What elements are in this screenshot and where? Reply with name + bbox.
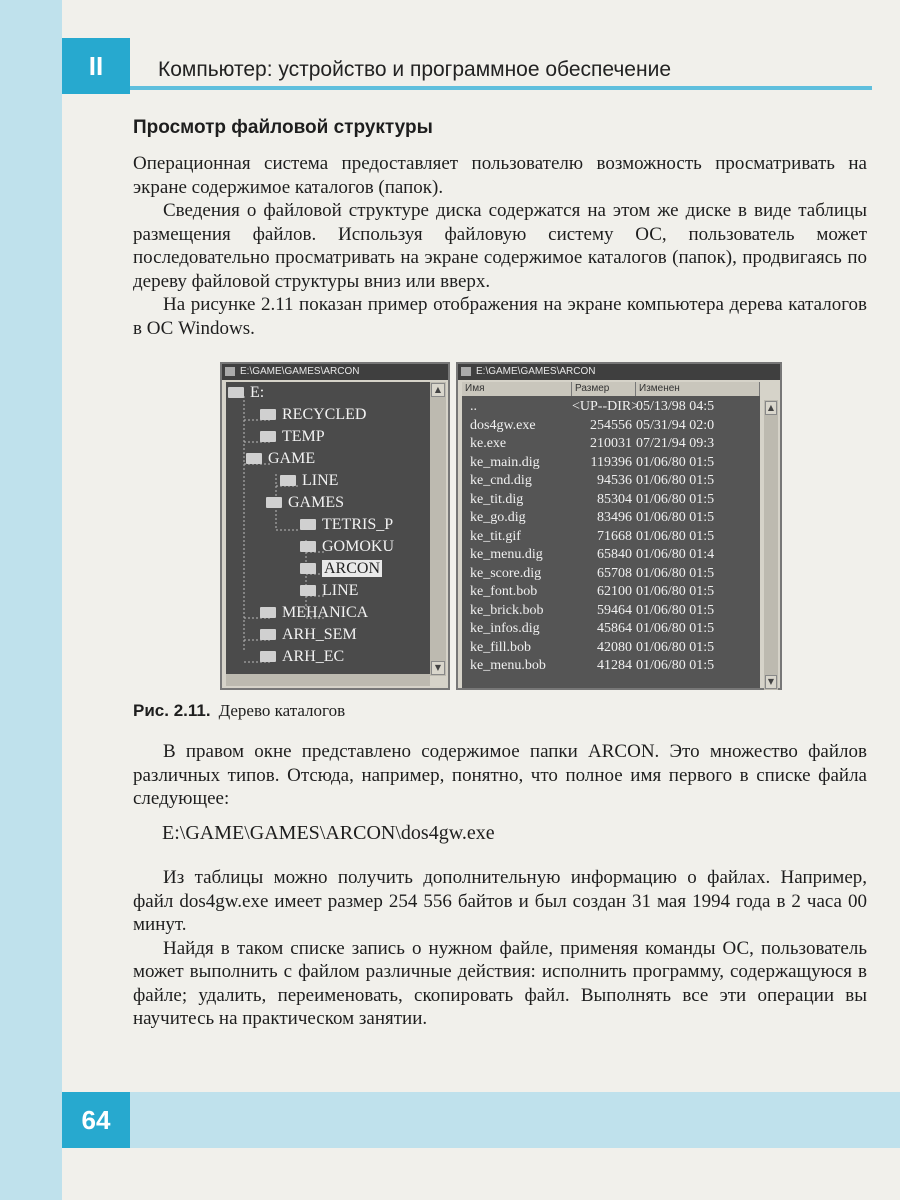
- file-date-cell: 01/06/80 01:5: [636, 528, 715, 544]
- column-header-name[interactable]: Имя: [462, 382, 572, 396]
- file-date-cell: 01/06/80 01:5: [636, 565, 715, 581]
- file-row[interactable]: [462, 509, 760, 527]
- file-size-cell: 45864: [597, 621, 632, 636]
- tree-folder-item[interactable]: [260, 626, 357, 644]
- file-row[interactable]: [462, 546, 760, 564]
- file-size-cell: <UP--DIR>: [572, 399, 640, 414]
- file-date-cell: 01/06/80 01:5: [636, 491, 715, 507]
- file-date-cell: 01/06/80 01:5: [636, 584, 715, 599]
- file-name-cell: ..: [470, 399, 477, 414]
- tree-folder-label: GAMES: [288, 494, 345, 511]
- tree-folder-label: ARCON: [324, 560, 381, 577]
- file-row[interactable]: [462, 657, 760, 675]
- drive-icon: [228, 387, 244, 398]
- side-color-strip: [0, 0, 62, 1200]
- file-date-cell: 01/06/80 01:4: [636, 547, 715, 562]
- file-name-cell: ke_fill.bob: [470, 639, 532, 655]
- scroll-up-icon[interactable]: ▲: [431, 383, 445, 397]
- file-size-cell: 62100: [597, 584, 632, 599]
- tree-folder-label: MEHANICA: [282, 604, 369, 621]
- folder-icon: [300, 541, 316, 552]
- folder-icon: [260, 651, 276, 662]
- tree-folder-label: TEMP: [282, 428, 325, 445]
- text-block-middle: [133, 740, 867, 811]
- scroll-down-icon[interactable]: ▼: [431, 661, 445, 675]
- file-date-cell: 07/21/94 09:3: [636, 436, 715, 451]
- tree-folder-label: LINE: [302, 472, 339, 489]
- file-row[interactable]: [462, 417, 760, 435]
- file-name-cell: ke_infos.dig: [470, 621, 540, 636]
- paragraph-4: В правом окне представлено содержимое папки ARCON. Это множество файлов различных типов. Отсюда, например, понятно, что полное имя первого в списке файла следующее:: [133, 741, 867, 809]
- tree-folder-item[interactable]: [246, 450, 315, 468]
- file-list-scrollbar[interactable]: [764, 400, 778, 690]
- figure-caption: [133, 701, 345, 721]
- header-rule: [130, 86, 872, 90]
- tree-folder-item[interactable]: [228, 384, 264, 402]
- folder-icon: [260, 409, 276, 420]
- tree-folder-label: RECYCLED: [282, 406, 367, 423]
- folder-icon: [300, 585, 316, 596]
- paragraph-1: Операционная система предоставляет пользователю возможность просматривать на экране содержимое каталогов (папок).: [133, 153, 867, 198]
- tree-folder-item[interactable]: [300, 582, 358, 600]
- file-date-cell: 01/06/80 01:5: [636, 658, 715, 673]
- window-icon: [461, 367, 471, 376]
- chapter-label: II: [88, 50, 104, 81]
- tree-folder-label: LINE: [322, 582, 359, 599]
- file-path-example: E:\GAME\GAMES\ARCON\dos4gw.exe: [162, 822, 495, 844]
- file-list: [462, 382, 760, 688]
- file-size-cell: 210031: [590, 436, 632, 451]
- tree-window: [220, 362, 450, 690]
- file-row[interactable]: [462, 435, 760, 453]
- column-header-modified[interactable]: Изменен: [636, 382, 760, 396]
- file-name-cell: ke_tit.gif: [470, 528, 521, 544]
- file-size-cell: 119396: [590, 454, 632, 470]
- file-size-cell: 71668: [597, 528, 632, 544]
- tree-horizontal-scrollbar[interactable]: [226, 674, 430, 686]
- figure-directory-tree: [220, 362, 782, 692]
- scroll-up-icon[interactable]: ▲: [765, 401, 777, 415]
- tree-window-title: E:\GAME\GAMES\ARCON: [240, 366, 360, 377]
- file-name-cell: ke_font.bob: [470, 584, 538, 599]
- file-row[interactable]: [462, 454, 760, 472]
- tree-folder-label: ARH_SEM: [282, 626, 357, 643]
- folder-icon: [300, 519, 316, 530]
- caption-text: Дерево каталогов: [218, 701, 346, 720]
- file-row[interactable]: [462, 602, 760, 620]
- file-date-cell: 05/13/98 04:5: [636, 399, 715, 414]
- folder-icon: [260, 431, 276, 442]
- file-size-cell: 83496: [597, 510, 632, 525]
- file-row[interactable]: [462, 639, 760, 657]
- file-name-cell: ke_menu.dig: [470, 547, 543, 562]
- tree-folder-item[interactable]: [260, 604, 368, 622]
- file-row[interactable]: [462, 528, 760, 546]
- tree-folder-item[interactable]: [260, 648, 344, 666]
- window-icon: [225, 367, 235, 376]
- tree-folder-label: ARH_EC: [282, 648, 345, 665]
- file-row[interactable]: [462, 472, 760, 490]
- file-date-cell: 01/06/80 01:5: [636, 510, 715, 525]
- file-list-window: [456, 362, 782, 690]
- file-size-cell: 65840: [597, 547, 632, 562]
- file-name-cell: ke_tit.dig: [470, 491, 524, 507]
- file-size-cell: 59464: [597, 602, 632, 618]
- paragraph-3: На рисунке 2.11 показан пример отображения на экране компьютера дерева каталогов в ОС Windows.: [133, 294, 867, 339]
- folder-icon: [260, 629, 276, 640]
- folder-icon: [266, 497, 282, 508]
- folder-tree: [226, 382, 430, 674]
- tree-vertical-scrollbar[interactable]: [430, 382, 446, 676]
- file-size-cell: 94536: [597, 473, 632, 488]
- file-row[interactable]: [462, 491, 760, 509]
- folder-icon: [246, 453, 262, 464]
- folder-icon: [260, 607, 276, 618]
- running-header: Компьютер: устройство и программное обеспечение: [158, 58, 671, 81]
- tree-folder-label: E:: [250, 384, 265, 401]
- file-name-cell: ke_menu.bob: [470, 658, 546, 673]
- file-size-cell: 85304: [597, 491, 632, 507]
- paragraph-6: Найдя в таком списке запись о нужном файле, применяя команды ОС, пользователь может выполнить с файлом различные действия: исполнить программу, содержащуюся в файле; удалить, переименовать, скопировать файл. Выполнять все эти операции вы научитесь на практическом занятии.: [133, 937, 867, 1029]
- text-block-bottom: [133, 866, 867, 1031]
- caption-label: Рис. 2.11.: [133, 701, 211, 720]
- page-number-tab: [62, 1092, 130, 1148]
- tree-folder-item[interactable]: [300, 516, 393, 534]
- file-window-title: E:\GAME\GAMES\ARCON: [476, 366, 596, 377]
- tree-folder-label: GAME: [268, 450, 316, 467]
- tree-folder-item[interactable]: [280, 472, 338, 490]
- paragraph-5: Из таблицы можно получить дополнительную информацию о файлах. Например, файл dos4gw.exe имеет размер 254 556 байтов и был создан 31 мая 1994 года в 2 часа 00 минут.: [133, 867, 867, 935]
- column-header-size[interactable]: Размер: [572, 382, 636, 396]
- file-date-cell: 01/06/80 01:5: [636, 454, 715, 470]
- tree-folder-item[interactable]: [266, 494, 344, 512]
- file-row[interactable]: [462, 565, 760, 583]
- file-row[interactable]: [462, 620, 760, 638]
- scroll-down-icon[interactable]: ▼: [765, 675, 777, 689]
- folder-icon: [300, 563, 316, 574]
- tree-folder-label: TETRIS_P: [322, 516, 394, 533]
- file-name-cell: ke.exe: [470, 436, 507, 451]
- file-date-cell: 01/06/80 01:5: [636, 473, 715, 488]
- text-block-top: [133, 152, 867, 340]
- file-date-cell: 01/06/80 01:5: [636, 621, 715, 636]
- file-name-cell: ke_go.dig: [470, 510, 526, 525]
- tree-folder-item[interactable]: [300, 560, 382, 578]
- page-number: 64: [81, 1104, 111, 1135]
- file-size-cell: 254556: [590, 417, 632, 433]
- file-row[interactable]: [462, 398, 760, 416]
- file-name-cell: ke_cnd.dig: [470, 473, 532, 488]
- tree-folder-item[interactable]: [260, 428, 325, 446]
- chapter-tab: [62, 38, 130, 94]
- tree-folder-item[interactable]: [260, 406, 366, 424]
- section-heading: Просмотр файловой структуры: [133, 117, 433, 138]
- file-name-cell: dos4gw.exe: [470, 417, 536, 433]
- file-date-cell: 01/06/80 01:5: [636, 639, 715, 655]
- file-name-cell: ke_score.dig: [470, 565, 542, 581]
- file-date-cell: 05/31/94 02:0: [636, 417, 715, 433]
- file-date-cell: 01/06/80 01:5: [636, 602, 715, 618]
- file-row[interactable]: [462, 583, 760, 601]
- tree-folder-item[interactable]: [300, 538, 394, 556]
- tree-folder-label: GOMOKU: [322, 538, 394, 555]
- file-window-titlebar: [458, 364, 780, 380]
- file-name-cell: ke_main.dig: [470, 454, 540, 470]
- file-name-cell: ke_brick.bob: [470, 602, 544, 618]
- folder-icon: [280, 475, 296, 486]
- paragraph-2: Сведения о файловой структуре диска содержатся на этом же диске в виде таблицы размещения файлов. Используя файловую систему ОС, пользователь может последовательно просматривать на экране содержимое каталогов (папок), продвигаясь по дереву файловой структуры вниз или вверх.: [133, 200, 867, 292]
- file-size-cell: 41284: [597, 658, 632, 673]
- tree-window-titlebar: [222, 364, 448, 380]
- file-size-cell: 65708: [597, 565, 632, 581]
- footer-band: [62, 1092, 900, 1148]
- file-size-cell: 42080: [597, 639, 632, 655]
